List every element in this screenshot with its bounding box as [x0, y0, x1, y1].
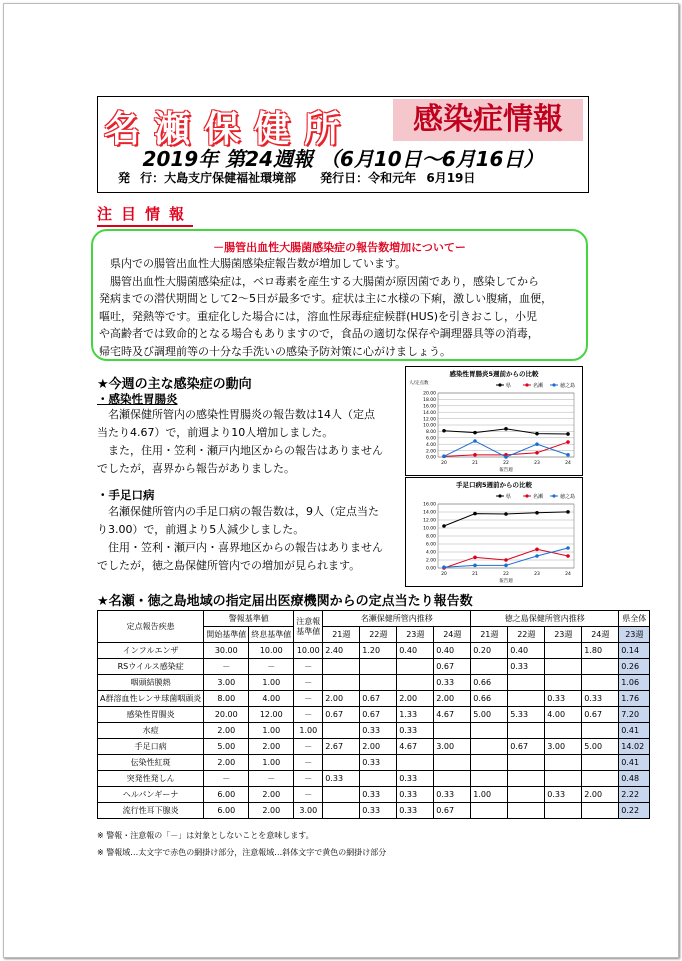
- table-cell: [471, 755, 508, 771]
- table-cell: [508, 803, 545, 819]
- legend-label: 県: [506, 383, 512, 389]
- disease-name: ヘルパンギーナ: [98, 787, 204, 803]
- table-cell: 2.67: [323, 739, 360, 755]
- table-cell: [471, 723, 508, 739]
- table-heading: ★名瀬・徳之島地域の指定届出医療機関からの定点当たり報告数: [97, 594, 473, 609]
- x-tick-label: 24: [565, 461, 571, 466]
- table-cell: 1.00: [471, 787, 508, 803]
- table-cell: －: [204, 659, 249, 675]
- gastro-line: また，住用・笠利・瀬戸内地区からの報告はありません: [108, 444, 383, 457]
- data-point: [566, 432, 570, 436]
- week-header: 21週: [323, 627, 360, 643]
- table-cell: 2.00: [397, 691, 434, 707]
- table-cell: 3.00: [204, 675, 249, 691]
- pref-value: 1.06: [619, 675, 650, 691]
- table-cell: 6.00: [204, 803, 249, 819]
- data-point: [473, 564, 477, 568]
- gastro-line: 名瀬保健所管内の感染性胃腸炎の報告数は14人（定点: [108, 408, 375, 421]
- table-cell: [323, 803, 360, 819]
- table-cell: 0.40: [434, 643, 471, 659]
- table-row: [98, 675, 650, 691]
- table-cell: [582, 755, 619, 771]
- legend-label: 徳之島: [560, 494, 576, 500]
- table-cell: 2.00: [249, 739, 294, 755]
- table-cell: 1.00: [249, 675, 294, 691]
- table-cell: 0.33: [360, 787, 397, 803]
- y-tick-label: 6.00: [425, 542, 436, 548]
- table-cell: [545, 659, 582, 675]
- table-cell: －: [294, 755, 323, 771]
- table-row: [98, 723, 650, 739]
- table-cell: 2.00: [582, 787, 619, 803]
- notice-body: [99, 255, 581, 360]
- table-row: [98, 659, 650, 675]
- table-cell: －: [204, 771, 249, 787]
- disease-name: 水痘: [98, 723, 204, 739]
- notice-line: 嘔吐，発熱等です。重症化した場合には，溶血性尿毒症症候群(HUS)を引きおこし，小児: [99, 309, 538, 323]
- table-cell: 1.00: [249, 723, 294, 739]
- table-cell: 0.33: [397, 803, 434, 819]
- table-cell: 4.67: [397, 739, 434, 755]
- col-toku: 徳之島保健所管内推移: [471, 611, 619, 627]
- pref-value: 0.41: [619, 755, 650, 771]
- pref-value: 14.02: [619, 739, 650, 755]
- pref-value: 0.48: [619, 771, 650, 787]
- table-cell: [360, 771, 397, 787]
- table-row: [98, 739, 650, 755]
- table-cell: 0.67: [508, 739, 545, 755]
- y-tick-label: 8.00: [425, 534, 436, 540]
- table-cell: －: [294, 787, 323, 803]
- table-cell: 0.67: [582, 707, 619, 723]
- table-cell: 1.00: [249, 755, 294, 771]
- x-tick-label: 22: [503, 461, 509, 466]
- col-warning: 警報基準値: [204, 611, 294, 627]
- table-cell: 4.00: [545, 707, 582, 723]
- table-cell: 12.00: [249, 707, 294, 723]
- table-cell: 0.33: [434, 675, 471, 691]
- legend-label: 名瀬: [533, 494, 544, 500]
- y-tick-label: 18.00: [423, 398, 436, 404]
- data-point: [535, 511, 539, 515]
- table-cell: [545, 643, 582, 659]
- disease-name: RSウイルス感染症: [98, 659, 204, 675]
- table-cell: [545, 771, 582, 787]
- data-point: [473, 431, 477, 435]
- legend-label: 名瀬: [533, 383, 544, 389]
- data-point: [473, 512, 477, 516]
- pref-value: 2.22: [619, 787, 650, 803]
- x-tick-label: 23: [534, 572, 540, 577]
- data-point: [535, 451, 539, 455]
- notice-line: 発病までの潜伏期間として2～5日が最多です。症状は主に水様の下痢，激しい腹痛，血便，: [99, 292, 553, 305]
- gastro-line: 当たり4.67）で，前週より10人増加しました。: [97, 426, 334, 439]
- legend-marker: [552, 383, 555, 386]
- x-tick-label: 20: [441, 572, 447, 577]
- week-header: 22週: [508, 627, 545, 643]
- table-cell: －: [294, 707, 323, 723]
- week-header: 22週: [360, 627, 397, 643]
- table-cell: 0.33: [360, 803, 397, 819]
- table-cell: [545, 675, 582, 691]
- table-cell: [434, 723, 471, 739]
- legend-label: 県: [506, 494, 512, 500]
- table-cell: 10.00: [249, 643, 294, 659]
- table-cell: 3.00: [545, 739, 582, 755]
- table-cell: －: [294, 675, 323, 691]
- x-axis-label: 報告週: [499, 468, 513, 473]
- table-cell: 3.00: [294, 803, 323, 819]
- data-point: [566, 546, 570, 550]
- table-row: [98, 707, 650, 723]
- table-cell: [397, 755, 434, 771]
- table-cell: [508, 675, 545, 691]
- table-cell: [508, 771, 545, 787]
- notice-line: 腸管出血性大腸菌感染症は，ベロ毒素を産生する大腸菌が原因菌であり，感染してから: [110, 274, 539, 288]
- x-tick-label: 21: [472, 461, 478, 466]
- table-cell: [471, 659, 508, 675]
- data-point: [566, 440, 570, 444]
- report-table: [97, 610, 650, 819]
- table-header-row: [98, 611, 650, 627]
- gastro-line: でしたが，喜界から報告がありました。: [97, 462, 295, 475]
- hfmd-line: り3.00）で，前週より5人減少しました。: [97, 523, 305, 536]
- data-point: [442, 429, 446, 433]
- table-cell: 0.40: [508, 643, 545, 659]
- table-cell: 8.00: [204, 691, 249, 707]
- table-cell: 0.33: [434, 787, 471, 803]
- attention-heading: 注目情報: [97, 203, 193, 227]
- table-cell: 5.00: [582, 739, 619, 755]
- data-point: [535, 554, 539, 558]
- table-cell: 0.33: [397, 787, 434, 803]
- y-tick-label: 14.00: [423, 510, 436, 516]
- notice-line: 県内での腸管出血性大腸菌感染症報告数が増加しています。: [110, 257, 407, 270]
- table-row: [98, 755, 650, 771]
- table-cell: 0.33: [545, 691, 582, 707]
- table-cell: 1.00: [294, 723, 323, 739]
- table-cell: [508, 691, 545, 707]
- table-cell: 1.33: [397, 707, 434, 723]
- y-tick-label: 16.00: [423, 502, 436, 508]
- x-tick-label: 23: [534, 461, 540, 466]
- data-point: [566, 554, 570, 558]
- trends-heading: ★今週の主な感染症の動向: [97, 377, 252, 392]
- col-pref: 県全体: [619, 611, 650, 627]
- y-tick-label: 20.00: [423, 391, 436, 397]
- table-cell: [582, 659, 619, 675]
- table-cell: －: [294, 739, 323, 755]
- table-cell: [360, 659, 397, 675]
- hfmd-line: 住用・笠利・瀬戸内・喜界地区からの報告はありません: [108, 541, 383, 554]
- legend-label: 徳之島: [560, 383, 576, 389]
- table-cell: 5.33: [508, 707, 545, 723]
- hfmd-line: 名瀬保健所管内の手足口病の報告数は，9人（定点当た: [108, 505, 379, 518]
- data-point: [535, 442, 539, 446]
- pref-value: 0.22: [619, 803, 650, 819]
- pref-value: 7.20: [619, 707, 650, 723]
- table-cell: 0.33: [360, 755, 397, 771]
- legend-marker: [498, 494, 501, 497]
- table-cell: 0.20: [471, 643, 508, 659]
- issuer-line: 発 行：大島支庁保健福祉環境部 発行日：令和元年 6月19日: [118, 171, 476, 185]
- table-cell: [323, 659, 360, 675]
- table-row: [98, 691, 650, 707]
- table-note-2: ※ 警報域…太文字で赤色の網掛け部分，注意報域…斜体文字で黄色の網掛け部分: [97, 848, 387, 857]
- disease-name: 突発性発しん: [98, 771, 204, 787]
- table-cell: 0.67: [323, 707, 360, 723]
- table-cell: 0.67: [360, 707, 397, 723]
- disease-name: 伝染性紅斑: [98, 755, 204, 771]
- x-axis-label: 報告週: [499, 579, 513, 584]
- data-point: [566, 453, 570, 457]
- title-row: [98, 97, 588, 150]
- table-cell: 2.00: [249, 803, 294, 819]
- pref-value: 0.14: [619, 643, 650, 659]
- legend-marker: [525, 494, 528, 497]
- y-tick-label: 10.00: [423, 423, 436, 429]
- table-row: [98, 787, 650, 803]
- data-point: [442, 524, 446, 528]
- col-disease: 定点報告疾患: [98, 611, 204, 643]
- report-period: 2019年 第24週報 （6月10日～6月16日）: [142, 147, 544, 171]
- y-tick-label: 12.00: [423, 518, 436, 524]
- table-cell: －: [294, 659, 323, 675]
- table-cell: [582, 803, 619, 819]
- y-tick-label: 4.00: [425, 550, 436, 556]
- table-cell: 10.00: [294, 643, 323, 659]
- data-point: [504, 455, 508, 459]
- pref-week-header: 23週: [619, 627, 650, 643]
- gastro-paragraph: [97, 406, 397, 478]
- disease-name: インフルエンザ: [98, 643, 204, 659]
- x-tick-label: 22: [503, 572, 509, 577]
- data-point: [473, 453, 477, 457]
- table-cell: [323, 755, 360, 771]
- y-tick-label: 6.00: [425, 436, 436, 442]
- hfmd-chart: [405, 477, 583, 587]
- week-header: 23週: [545, 627, 582, 643]
- data-point: [442, 565, 446, 569]
- y-tick-label: 0.00: [425, 566, 436, 572]
- y-tick-label: 16.00: [423, 404, 436, 410]
- table-cell: 4.67: [434, 707, 471, 723]
- table-cell: 0.33: [545, 787, 582, 803]
- data-point: [504, 512, 508, 516]
- data-point: [473, 439, 477, 443]
- y-tick-label: 2.00: [425, 558, 436, 564]
- table-cell: [323, 723, 360, 739]
- col-naze: 名瀬保健所管内推移: [323, 611, 471, 627]
- table-cell: 30.00: [204, 643, 249, 659]
- hfmd-chart-svg: [406, 478, 582, 586]
- legend-marker: [525, 383, 528, 386]
- report-title: 感染症情報: [393, 99, 583, 141]
- table-cell: [471, 803, 508, 819]
- table-cell: 5.00: [204, 739, 249, 755]
- table-cell: [434, 771, 471, 787]
- table-row: [98, 643, 650, 659]
- disease-name: 手足口病: [98, 739, 204, 755]
- disease-name: 感染性胃腸炎: [98, 707, 204, 723]
- table-cell: 0.33: [323, 771, 360, 787]
- chart-title: 手足口病5週前からの比較: [455, 481, 533, 489]
- table-cell: 0.40: [397, 643, 434, 659]
- week-header: 24週: [434, 627, 471, 643]
- table-cell: －: [249, 771, 294, 787]
- table-cell: 2.40: [323, 643, 360, 659]
- week-header: 24週: [582, 627, 619, 643]
- table-cell: [397, 675, 434, 691]
- table-cell: 1.80: [582, 643, 619, 659]
- data-point: [473, 556, 477, 560]
- disease-name: A群溶血性レンサ球菌咽頭炎: [98, 691, 204, 707]
- notice-title: －腸管出血性大腸菌感染症の報告数増加についてー: [213, 241, 466, 254]
- table-body: [98, 643, 650, 819]
- table-cell: [471, 771, 508, 787]
- table-cell: 4.00: [249, 691, 294, 707]
- table-cell: [582, 771, 619, 787]
- table-cell: 0.67: [360, 691, 397, 707]
- notice-line: 帰宅時及び調理前等の十分な手洗いの感染予防対策に心がけましょう。: [99, 344, 451, 358]
- disease-name: 咽頭結膜熱: [98, 675, 204, 691]
- y-tick-label: 12.00: [423, 417, 436, 423]
- notice-box: [91, 229, 588, 361]
- table-row: [98, 803, 650, 819]
- legend-marker: [552, 494, 555, 497]
- gastro-chart: [405, 366, 583, 476]
- table-cell: 2.00: [204, 755, 249, 771]
- hfmd-line: でしたが，徳之島保健所管内での増加が見られます。: [97, 559, 361, 572]
- data-point: [442, 455, 446, 459]
- table-cell: 2.00: [204, 723, 249, 739]
- table-cell: －: [294, 771, 323, 787]
- table-cell: 2.00: [434, 691, 471, 707]
- health-center-name: 名瀬保健所: [104, 109, 355, 150]
- hfmd-heading: ・手足口病: [97, 488, 155, 502]
- pref-value: 0.41: [619, 723, 650, 739]
- table-cell: 3.00: [434, 739, 471, 755]
- table-cell: 2.00: [323, 691, 360, 707]
- data-point: [566, 510, 570, 514]
- week-header: 23週: [397, 627, 434, 643]
- table-cell: 0.66: [471, 691, 508, 707]
- table-cell: 6.00: [204, 787, 249, 803]
- hfmd-paragraph: [97, 503, 397, 575]
- disease-name: 流行性耳下腺炎: [98, 803, 204, 819]
- gastro-chart-svg: [406, 367, 582, 475]
- y-tick-label: 10.00: [423, 526, 436, 532]
- data-point: [504, 564, 508, 568]
- y-axis-label: 人/定点数: [409, 381, 429, 386]
- table-cell: 0.33: [397, 771, 434, 787]
- table-cell: [582, 723, 619, 739]
- col-caution: 注意報基準値: [294, 611, 323, 643]
- table-cell: [545, 803, 582, 819]
- table-cell: 0.33: [582, 691, 619, 707]
- notice-line: や高齢者では致命的となる場合もありますので，食品の適切な保存や調理器具等の消毒，: [99, 327, 539, 340]
- table-cell: 0.33: [397, 723, 434, 739]
- report-header: [97, 96, 589, 193]
- table-cell: [545, 723, 582, 739]
- table-cell: [471, 739, 508, 755]
- table-cell: 0.67: [434, 803, 471, 819]
- table-cell: －: [294, 691, 323, 707]
- table-cell: [508, 755, 545, 771]
- table-cell: －: [249, 659, 294, 675]
- x-tick-label: 24: [565, 572, 571, 577]
- table-cell: 2.00: [360, 739, 397, 755]
- y-tick-label: 14.00: [423, 410, 436, 416]
- table-cell: 5.00: [471, 707, 508, 723]
- gastro-heading: ・感染性胃腸炎: [97, 392, 178, 406]
- table-cell: [434, 755, 471, 771]
- chart-title: 感染性胃腸炎5週前からの比較: [449, 370, 539, 378]
- pref-value: 1.76: [619, 691, 650, 707]
- table-cell: [360, 675, 397, 691]
- x-tick-label: 21: [472, 572, 478, 577]
- week-header: 21週: [471, 627, 508, 643]
- table-cell: 0.66: [471, 675, 508, 691]
- table-cell: [545, 755, 582, 771]
- table-row: [98, 771, 650, 787]
- table-cell: [323, 787, 360, 803]
- table-cell: 2.00: [249, 787, 294, 803]
- x-tick-label: 20: [441, 461, 447, 466]
- table-cell: [323, 675, 360, 691]
- table-cell: 0.67: [434, 659, 471, 675]
- y-tick-label: 4.00: [425, 442, 436, 448]
- y-tick-label: 8.00: [425, 430, 436, 436]
- table-cell: 20.00: [204, 707, 249, 723]
- col-warning-end: 終息基準値: [249, 627, 294, 643]
- table-note-1: ※ 警報・注意報の「－」は対象としないことを意味します。: [97, 831, 314, 840]
- table-cell: [508, 787, 545, 803]
- col-warning-start: 開始基準値: [204, 627, 249, 643]
- data-point: [504, 558, 508, 562]
- data-point: [504, 427, 508, 431]
- pref-value: 0.26: [619, 659, 650, 675]
- y-tick-label: 2.00: [425, 449, 436, 455]
- data-point: [535, 432, 539, 436]
- y-tick-label: 0.00: [425, 455, 436, 461]
- table-cell: [582, 675, 619, 691]
- legend-marker: [498, 383, 501, 386]
- table-cell: 1.20: [360, 643, 397, 659]
- data-point: [535, 548, 539, 552]
- table-cell: [397, 659, 434, 675]
- table-cell: 0.33: [360, 723, 397, 739]
- table-cell: [508, 723, 545, 739]
- table-cell: 0.33: [508, 659, 545, 675]
